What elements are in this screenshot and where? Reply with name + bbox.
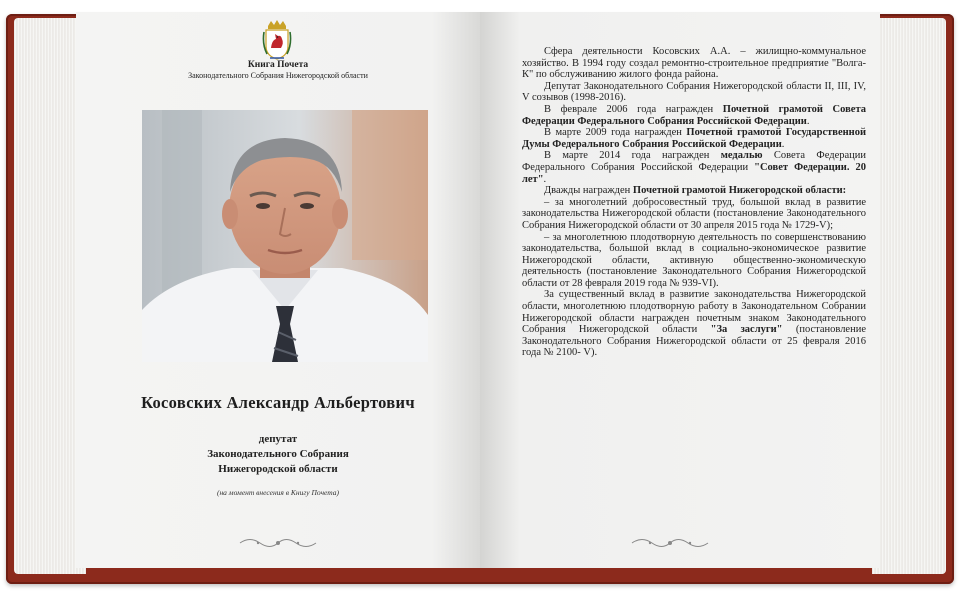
coat-of-arms-icon [262, 20, 292, 60]
left-page [76, 12, 480, 568]
bio-paragraph: – за многолетнюю плодотворную деятельность по совершенствованию законодательства, большой вклад в социально-экономическое развитие Нижегородской области, активную общественно-экономическую деятельность (постановление Законодательного Собрания Нижегородской области от 28 февраля 2019 года № 939-VI). [522, 231, 866, 289]
bio-text: За существенный вклад в развитие законодательства Нижегородской области, многолетнюю плодотворную работу в Законодательном Собрании Нижегородской области награжден почетным знаком Законодательного Собрания Нижегородской области [522, 289, 866, 336]
ornament-divider-icon [630, 536, 710, 550]
right-page [480, 12, 880, 568]
position-line-1: депутат [258, 433, 298, 445]
bio-text: . [781, 138, 785, 150]
award-name: Почетной грамотой Нижегородской области: [632, 185, 847, 197]
book-title: Книга Почета [247, 60, 309, 70]
award-name: "Совет Федерации. 20 лет" [522, 161, 866, 185]
position-line-2: Законодательного Собрания [207, 448, 349, 460]
bio-text: В марте 2014 года награжден [544, 150, 721, 162]
bio-text: Совета Федерации Федерального Собрания Российской Федерации [522, 150, 866, 173]
bio-paragraph [522, 289, 866, 359]
bio-text: В феврале 2006 года награжден [544, 103, 723, 115]
position-line-3: Нижегородской области [218, 463, 338, 475]
bio-paragraph [522, 150, 866, 185]
award-name: Почетной грамотой Государственной Думы Федерального Собрания Российской Федерации [522, 127, 867, 150]
bio-text: . [543, 173, 547, 185]
book-subtitle: Законодательного Собрания Нижегородской области [188, 71, 368, 80]
portrait-photo [142, 110, 428, 362]
bio-paragraph [522, 185, 866, 197]
award-name: "За заслуги" [710, 324, 783, 336]
person-name: Косовских Александр Альбертович [141, 393, 415, 412]
page-stack-right [872, 18, 946, 574]
bio-text: . [806, 115, 810, 127]
award-name: медалью [720, 150, 763, 162]
bio-paragraph [522, 127, 866, 150]
ornament-divider-icon [238, 536, 318, 550]
position-title [76, 432, 480, 477]
award-name: Почетной грамотой Совета Федерации Федерального Собрания Российской Федерации [522, 103, 866, 127]
bio-text: Дважды награжден [544, 185, 633, 197]
entry-note: (на момент внесения в Книгу Почета) [216, 488, 340, 497]
bio-paragraph [522, 104, 866, 127]
biography-text [522, 46, 866, 359]
bio-text: В марте 2009 года награжден [544, 127, 687, 139]
bio-paragraph: Депутат Законодательного Собрания Нижегородской области II, III, IV, V созывов (1998-2016). [522, 80, 866, 104]
bio-text: (постановление Законодательного Собрания Нижегородской области от 25 февраля 2016 года № 2100- V). [522, 324, 866, 359]
bio-paragraph: – за многолетний добросовестный труд, большой вклад в развитие законодательства Нижегородской области (постановление Законодательного Собрания Нижегородской области от 30 апреля 2015 года № 1729-V); [522, 196, 866, 231]
bio-paragraph: Сфера деятельности Косовских А.А. – жилищно-коммунальное хозяйство. В 1994 году создал ремонтно-строительное предприятие "Волга-К" по обслуживанию жилого фонда района. [522, 46, 866, 81]
